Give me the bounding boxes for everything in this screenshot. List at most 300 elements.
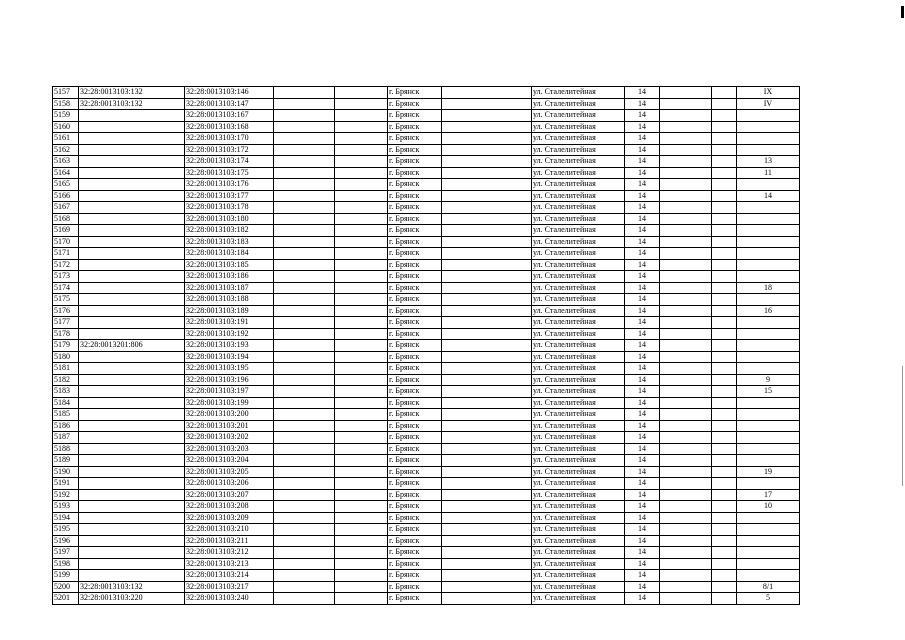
table-row [53,259,800,271]
empty-cell [442,409,532,421]
premises-number-cell: 11 [737,167,800,179]
city-cell: г. Брянск [388,259,442,271]
empty-cell [335,179,388,191]
empty-cell [274,133,335,145]
cadastral-number-cell: 32:28:0013103:211 [185,535,274,547]
row-number-cell: 5162 [53,144,79,156]
empty-cell [335,121,388,133]
city-cell: г. Брянск [388,248,442,260]
empty-cell [660,558,712,570]
premises-number-cell [737,225,800,237]
house-cell: 14 [625,328,660,340]
row-number-cell: 5197 [53,547,79,559]
empty-cell [274,144,335,156]
empty-cell [335,144,388,156]
city-cell: г. Брянск [388,225,442,237]
cadastral-number-cell: 32:28:0013103:201 [185,420,274,432]
empty-cell [274,363,335,375]
empty-cell [712,179,737,191]
city-cell: г. Брянск [388,98,442,110]
empty-cell [442,581,532,593]
empty-cell [442,466,532,478]
empty-cell [442,443,532,455]
street-cell: ул. Сталелитейная [532,167,625,179]
city-cell: г. Брянск [388,489,442,501]
previous-cadastral-cell [79,190,185,202]
empty-cell [274,248,335,260]
cadastral-number-cell: 32:28:0013103:147 [185,98,274,110]
table-row [53,535,800,547]
premises-number-cell [737,259,800,271]
house-cell: 14 [625,363,660,375]
cadastral-number-cell: 32:28:0013103:206 [185,478,274,490]
empty-cell [660,305,712,317]
empty-cell [660,547,712,559]
street-cell: ул. Сталелитейная [532,558,625,570]
empty-cell [660,374,712,386]
premises-number-cell: 14 [737,190,800,202]
empty-cell [335,340,388,352]
empty-cell [660,581,712,593]
street-cell: ул. Сталелитейная [532,110,625,122]
empty-cell [660,167,712,179]
row-number-cell: 5177 [53,317,79,329]
table-row [53,455,800,467]
cadastral-number-cell: 32:28:0013103:176 [185,179,274,191]
empty-cell [335,397,388,409]
empty-cell [442,190,532,202]
city-cell: г. Брянск [388,271,442,283]
empty-cell [274,547,335,559]
premises-number-cell [737,351,800,363]
city-cell: г. Брянск [388,87,442,99]
premises-number-cell [737,420,800,432]
cadastral-number-cell: 32:28:0013103:177 [185,190,274,202]
empty-cell [335,409,388,421]
house-cell: 14 [625,87,660,99]
premises-number-cell: 9 [737,374,800,386]
previous-cadastral-cell [79,305,185,317]
empty-cell [660,259,712,271]
cadastral-number-cell: 32:28:0013103:170 [185,133,274,145]
row-number-cell: 5195 [53,524,79,536]
premises-number-cell [737,110,800,122]
table-row [53,110,800,122]
city-cell: г. Брянск [388,455,442,467]
empty-cell [660,213,712,225]
premises-number-cell: 17 [737,489,800,501]
empty-cell [660,501,712,513]
empty-cell [442,259,532,271]
row-number-cell: 5200 [53,581,79,593]
cadastral-number-cell: 32:28:0013103:183 [185,236,274,248]
empty-cell [274,535,335,547]
city-cell: г. Брянск [388,570,442,582]
empty-cell [274,593,335,605]
city-cell: г. Брянск [388,305,442,317]
previous-cadastral-cell: 32:28:0013103:132 [79,98,185,110]
empty-cell [712,282,737,294]
empty-cell [712,466,737,478]
empty-cell [274,225,335,237]
empty-cell [335,466,388,478]
empty-cell [442,547,532,559]
empty-cell [660,420,712,432]
row-number-cell: 5181 [53,363,79,375]
previous-cadastral-cell [79,420,185,432]
premises-number-cell [737,340,800,352]
city-cell: г. Брянск [388,420,442,432]
empty-cell [335,202,388,214]
previous-cadastral-cell [79,547,185,559]
city-cell: г. Брянск [388,156,442,168]
city-cell: г. Брянск [388,512,442,524]
house-cell: 14 [625,593,660,605]
previous-cadastral-cell [79,271,185,283]
cadastral-number-cell: 32:28:0013103:195 [185,363,274,375]
empty-cell [274,455,335,467]
empty-cell [442,374,532,386]
street-cell: ул. Сталелитейная [532,87,625,99]
street-cell: ул. Сталелитейная [532,340,625,352]
city-cell: г. Брянск [388,432,442,444]
empty-cell [660,98,712,110]
house-cell: 14 [625,294,660,306]
row-number-cell: 5175 [53,294,79,306]
previous-cadastral-cell [79,156,185,168]
table-row [53,317,800,329]
house-cell: 14 [625,374,660,386]
empty-cell [335,374,388,386]
house-cell: 14 [625,489,660,501]
empty-cell [335,110,388,122]
empty-cell [442,282,532,294]
empty-cell [712,259,737,271]
previous-cadastral-cell [79,570,185,582]
table-row [53,374,800,386]
house-cell: 14 [625,248,660,260]
table-row [53,581,800,593]
house-cell: 14 [625,443,660,455]
table-row [53,478,800,490]
table-row [53,328,800,340]
street-cell: ул. Сталелитейная [532,466,625,478]
empty-cell [712,87,737,99]
table-row [53,547,800,559]
city-cell: г. Брянск [388,547,442,559]
row-number-cell: 5171 [53,248,79,260]
cadastral-number-cell: 32:28:0013103:189 [185,305,274,317]
row-number-cell: 5160 [53,121,79,133]
empty-cell [660,570,712,582]
premises-number-cell [737,363,800,375]
empty-cell [442,144,532,156]
empty-cell [442,524,532,536]
house-cell: 14 [625,179,660,191]
empty-cell [712,190,737,202]
premises-number-cell [737,202,800,214]
previous-cadastral-cell [79,363,185,375]
city-cell: г. Брянск [388,581,442,593]
empty-cell [442,121,532,133]
city-cell: г. Брянск [388,524,442,536]
cadastral-number-cell: 32:28:0013103:180 [185,213,274,225]
empty-cell [335,581,388,593]
empty-cell [335,248,388,260]
table-row [53,87,800,99]
street-cell: ул. Сталелитейная [532,213,625,225]
premises-number-cell: 19 [737,466,800,478]
empty-cell [274,432,335,444]
previous-cadastral-cell [79,535,185,547]
empty-cell [712,213,737,225]
empty-cell [274,351,335,363]
row-number-cell: 5194 [53,512,79,524]
empty-cell [712,593,737,605]
empty-cell [442,432,532,444]
empty-cell [712,443,737,455]
street-cell: ул. Сталелитейная [532,409,625,421]
previous-cadastral-cell [79,317,185,329]
cadastral-number-cell: 32:28:0013103:212 [185,547,274,559]
empty-cell [442,133,532,145]
cadastral-number-cell: 32:28:0013103:168 [185,121,274,133]
empty-cell [442,455,532,467]
empty-cell [442,397,532,409]
cadastral-number-cell: 32:28:0013103:174 [185,156,274,168]
empty-cell [335,489,388,501]
previous-cadastral-cell [79,374,185,386]
table-row [53,248,800,260]
house-cell: 14 [625,420,660,432]
empty-cell [335,133,388,145]
previous-cadastral-cell: 32:28:0013103:132 [79,87,185,99]
empty-cell [274,501,335,513]
empty-cell [712,409,737,421]
premises-number-cell: 16 [737,305,800,317]
premises-number-cell [737,524,800,536]
row-number-cell: 5187 [53,432,79,444]
cadastral-number-cell: 32:28:0013103:203 [185,443,274,455]
previous-cadastral-cell [79,478,185,490]
cadastral-number-cell: 32:28:0013103:214 [185,570,274,582]
empty-cell [660,478,712,490]
row-number-cell: 5182 [53,374,79,386]
empty-cell [660,535,712,547]
premises-number-cell [737,294,800,306]
row-number-cell: 5167 [53,202,79,214]
empty-cell [274,386,335,398]
empty-cell [712,225,737,237]
empty-cell [660,110,712,122]
house-cell: 14 [625,144,660,156]
street-cell: ул. Сталелитейная [532,294,625,306]
row-number-cell: 5178 [53,328,79,340]
empty-cell [660,351,712,363]
cadastral-number-cell: 32:28:0013103:200 [185,409,274,421]
row-number-cell: 5183 [53,386,79,398]
city-cell: г. Брянск [388,409,442,421]
table-row [53,466,800,478]
house-cell: 14 [625,282,660,294]
empty-cell [712,351,737,363]
premises-number-cell [737,535,800,547]
empty-cell [660,202,712,214]
previous-cadastral-cell [79,397,185,409]
empty-cell [442,351,532,363]
street-cell: ул. Сталелитейная [532,524,625,536]
street-cell: ул. Сталелитейная [532,386,625,398]
empty-cell [274,98,335,110]
empty-cell [274,236,335,248]
empty-cell [442,110,532,122]
empty-cell [442,512,532,524]
street-cell: ул. Сталелитейная [532,179,625,191]
table-row [53,443,800,455]
table-row [53,512,800,524]
empty-cell [335,236,388,248]
previous-cadastral-cell [79,225,185,237]
empty-cell [274,328,335,340]
city-cell: г. Брянск [388,144,442,156]
empty-cell [660,156,712,168]
premises-number-cell [737,432,800,444]
table-row [53,294,800,306]
empty-cell [660,466,712,478]
empty-cell [274,409,335,421]
empty-cell [660,489,712,501]
premises-number-cell [737,133,800,145]
empty-cell [274,581,335,593]
empty-cell [335,443,388,455]
row-number-cell: 5192 [53,489,79,501]
cadastral-number-cell: 32:28:0013103:197 [185,386,274,398]
empty-cell [712,328,737,340]
previous-cadastral-cell [79,558,185,570]
cadastral-number-cell: 32:28:0013103:204 [185,455,274,467]
row-number-cell: 5166 [53,190,79,202]
empty-cell [442,420,532,432]
empty-cell [274,167,335,179]
street-cell: ул. Сталелитейная [532,535,625,547]
house-cell: 14 [625,512,660,524]
empty-cell [274,466,335,478]
house-cell: 14 [625,535,660,547]
empty-cell [335,328,388,340]
premises-number-cell [737,455,800,467]
empty-cell [274,121,335,133]
street-cell: ул. Сталелитейная [532,133,625,145]
street-cell: ул. Сталелитейная [532,351,625,363]
empty-cell [442,489,532,501]
scan-edge-mark [901,6,904,18]
empty-cell [660,524,712,536]
previous-cadastral-cell [79,294,185,306]
empty-cell [335,317,388,329]
city-cell: г. Брянск [388,133,442,145]
street-cell: ул. Сталелитейная [532,489,625,501]
row-number-cell: 5190 [53,466,79,478]
street-cell: ул. Сталелитейная [532,547,625,559]
row-number-cell: 5173 [53,271,79,283]
previous-cadastral-cell [79,167,185,179]
empty-cell [442,305,532,317]
house-cell: 14 [625,432,660,444]
street-cell: ул. Сталелитейная [532,225,625,237]
empty-cell [660,225,712,237]
row-number-cell: 5174 [53,282,79,294]
cadastral-number-cell: 32:28:0013103:240 [185,593,274,605]
table-row [53,363,800,375]
previous-cadastral-cell [79,282,185,294]
empty-cell [442,202,532,214]
house-cell: 14 [625,558,660,570]
row-number-cell: 5184 [53,397,79,409]
premises-number-cell: 15 [737,386,800,398]
house-cell: 14 [625,386,660,398]
empty-cell [274,397,335,409]
cadastral-number-cell: 32:28:0013103:172 [185,144,274,156]
empty-cell [335,351,388,363]
previous-cadastral-cell [79,328,185,340]
street-cell: ул. Сталелитейная [532,259,625,271]
row-number-cell: 5161 [53,133,79,145]
street-cell: ул. Сталелитейная [532,443,625,455]
premises-number-cell [737,248,800,260]
empty-cell [660,328,712,340]
empty-cell [712,317,737,329]
house-cell: 14 [625,167,660,179]
empty-cell [712,144,737,156]
empty-cell [335,420,388,432]
table-row [53,98,800,110]
cadastral-number-cell: 32:28:0013103:192 [185,328,274,340]
table-body [53,87,800,605]
cadastral-number-cell: 32:28:0013103:182 [185,225,274,237]
empty-cell [442,535,532,547]
city-cell: г. Брянск [388,351,442,363]
premises-number-cell [737,512,800,524]
city-cell: г. Брянск [388,110,442,122]
street-cell: ул. Сталелитейная [532,202,625,214]
empty-cell [274,570,335,582]
table-row [53,202,800,214]
premises-number-cell [737,121,800,133]
city-cell: г. Брянск [388,328,442,340]
empty-cell [442,156,532,168]
row-number-cell: 5165 [53,179,79,191]
row-number-cell: 5196 [53,535,79,547]
empty-cell [442,179,532,191]
previous-cadastral-cell [79,248,185,260]
table-row [53,190,800,202]
empty-cell [274,478,335,490]
registry-table [52,86,800,605]
empty-cell [335,305,388,317]
empty-cell [712,156,737,168]
table-row [53,305,800,317]
empty-cell [660,121,712,133]
empty-cell [335,432,388,444]
city-cell: г. Брянск [388,535,442,547]
empty-cell [335,98,388,110]
cadastral-number-cell: 32:28:0013103:175 [185,167,274,179]
empty-cell [660,397,712,409]
row-number-cell: 5179 [53,340,79,352]
table-row [53,282,800,294]
city-cell: г. Брянск [388,593,442,605]
empty-cell [335,547,388,559]
